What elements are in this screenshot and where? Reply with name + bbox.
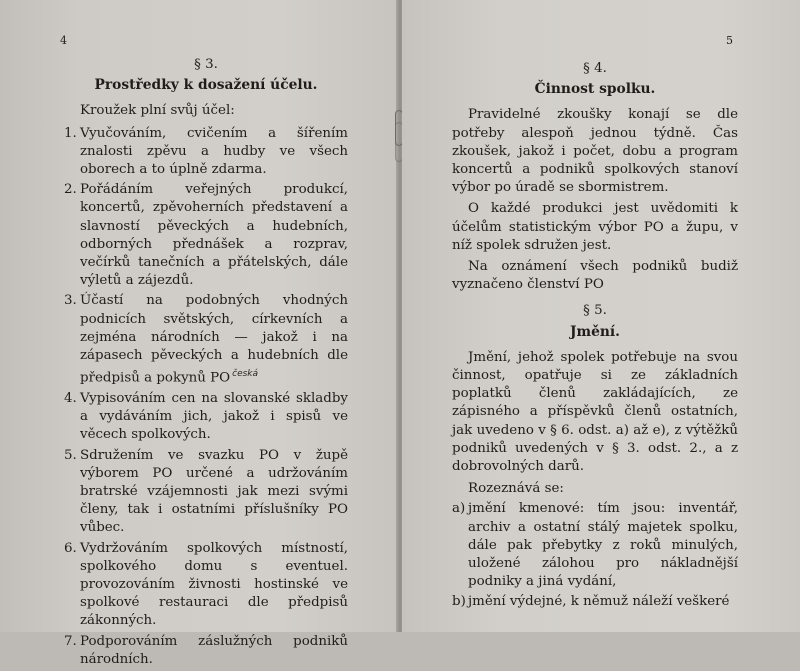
item-text: jmění výdejné, k němuž náleží veškeré <box>468 594 730 610</box>
item-number: 7. <box>64 633 77 649</box>
list-item <box>64 125 348 180</box>
section-intro: Rozeznává se: <box>468 481 564 497</box>
item-number: 1. <box>64 125 77 141</box>
list-item <box>64 292 348 387</box>
item-text: Podporováním záslužných podniků národních. <box>80 633 348 667</box>
item-number: 3. <box>64 293 77 309</box>
handwritten-note: česká <box>232 369 259 380</box>
list-item <box>64 390 348 445</box>
paragraph: Pravidelné zkoušky konají se dle potřeby alespoň jednou týdně. Čas zkoušek, jakož i počet, dobu a program koncertů a podniků spolkových stanoví výbor po úradě se sbormistrem. <box>452 107 738 196</box>
list-item <box>64 181 348 290</box>
section-title: Jmění. <box>570 323 620 340</box>
assets-list <box>452 500 738 611</box>
page-number: 4 <box>60 34 67 47</box>
item-number: 5. <box>64 447 77 463</box>
means-list <box>64 125 348 669</box>
list-item <box>64 633 348 669</box>
left-page-content <box>64 56 348 671</box>
item-text: Vypisováním cen na slovanské skladby a vydáváním jich, jakož i spisů ve věcech spolkových. <box>80 390 348 443</box>
section-intro: Kroužek plní svůj účel: <box>80 103 235 119</box>
section-number: § 3. <box>194 57 218 72</box>
right-page-content <box>452 60 738 614</box>
paragraph: Na oznámení všech podniků budiž vyznačeno členství PO <box>452 259 738 293</box>
paragraph: Jmění, jehož spolek potřebuje na svou činnost, opatřuje si ze základních poplatků členů zakládajících, ze zápisného a příspěvků členů ostatních, jak uvedeno v § 6. odst. a) až e), z výtěžků podniků uvedených v § 3. odst. 2., a z dobrovolných darů. <box>452 349 738 475</box>
left-page <box>0 0 398 667</box>
item-number: b) <box>452 594 466 610</box>
list-item <box>64 447 348 538</box>
section-title: Prostředky k dosažení účelu. <box>94 77 318 94</box>
page-number: 5 <box>726 34 733 47</box>
item-number: 4. <box>64 390 77 406</box>
item-text: Sdružením ve svazku PO v župě výborem PO určené a udržováním bratrské vzájemnosti jak mezi svými členy, tak i ostatními příslušníky PO vůbec. <box>80 447 348 536</box>
section-title: Činnost spolku. <box>534 81 656 98</box>
list-item <box>452 500 738 591</box>
item-text: Vydržováním spolkových místností, spolkového domu s eventuel. provozováním živnosti hostinské ve spolkové restauraci dle předpisů zákonných. <box>80 540 348 629</box>
section-number: § 4. <box>583 61 607 76</box>
item-number: 2. <box>64 182 77 198</box>
section-number: § 5. <box>583 303 607 319</box>
item-text: Účastí na podobných vhodných podnicích světských, církevních a zejména národních — jakož i na zápasech pěveckých a hudebních dle předpisů a pokynů PO <box>80 293 348 386</box>
item-text: Vyučováním, cvičením a šířením znalosti zpěvu a hudby ve všech oborech a to úplně zdarma. <box>80 125 348 178</box>
list-item <box>64 540 348 631</box>
item-number: 6. <box>64 540 77 556</box>
list-item <box>452 593 738 611</box>
paragraph: O každé produkci jest uvědomiti k účelům statistickým výbor PO a župu, v níž spolek sdružen jest. <box>452 201 738 253</box>
item-text: Pořádáním veřejných produkcí, koncertů, zpěvoherních představení a slavností pěveckých a hudebních, odborných přednášek a rozprav, večírků tanečních a přátelských, dále výletů a zájezdů. <box>80 182 348 289</box>
item-text: jmění kmenové: tím jsou: inventář, archiv a ostatní stálý majetek spolku, dále pak přebytky z roků minulých, uložené zálohou pro nákladnější podniky a jiná vydání, <box>468 501 738 590</box>
item-number: a) <box>452 501 466 517</box>
